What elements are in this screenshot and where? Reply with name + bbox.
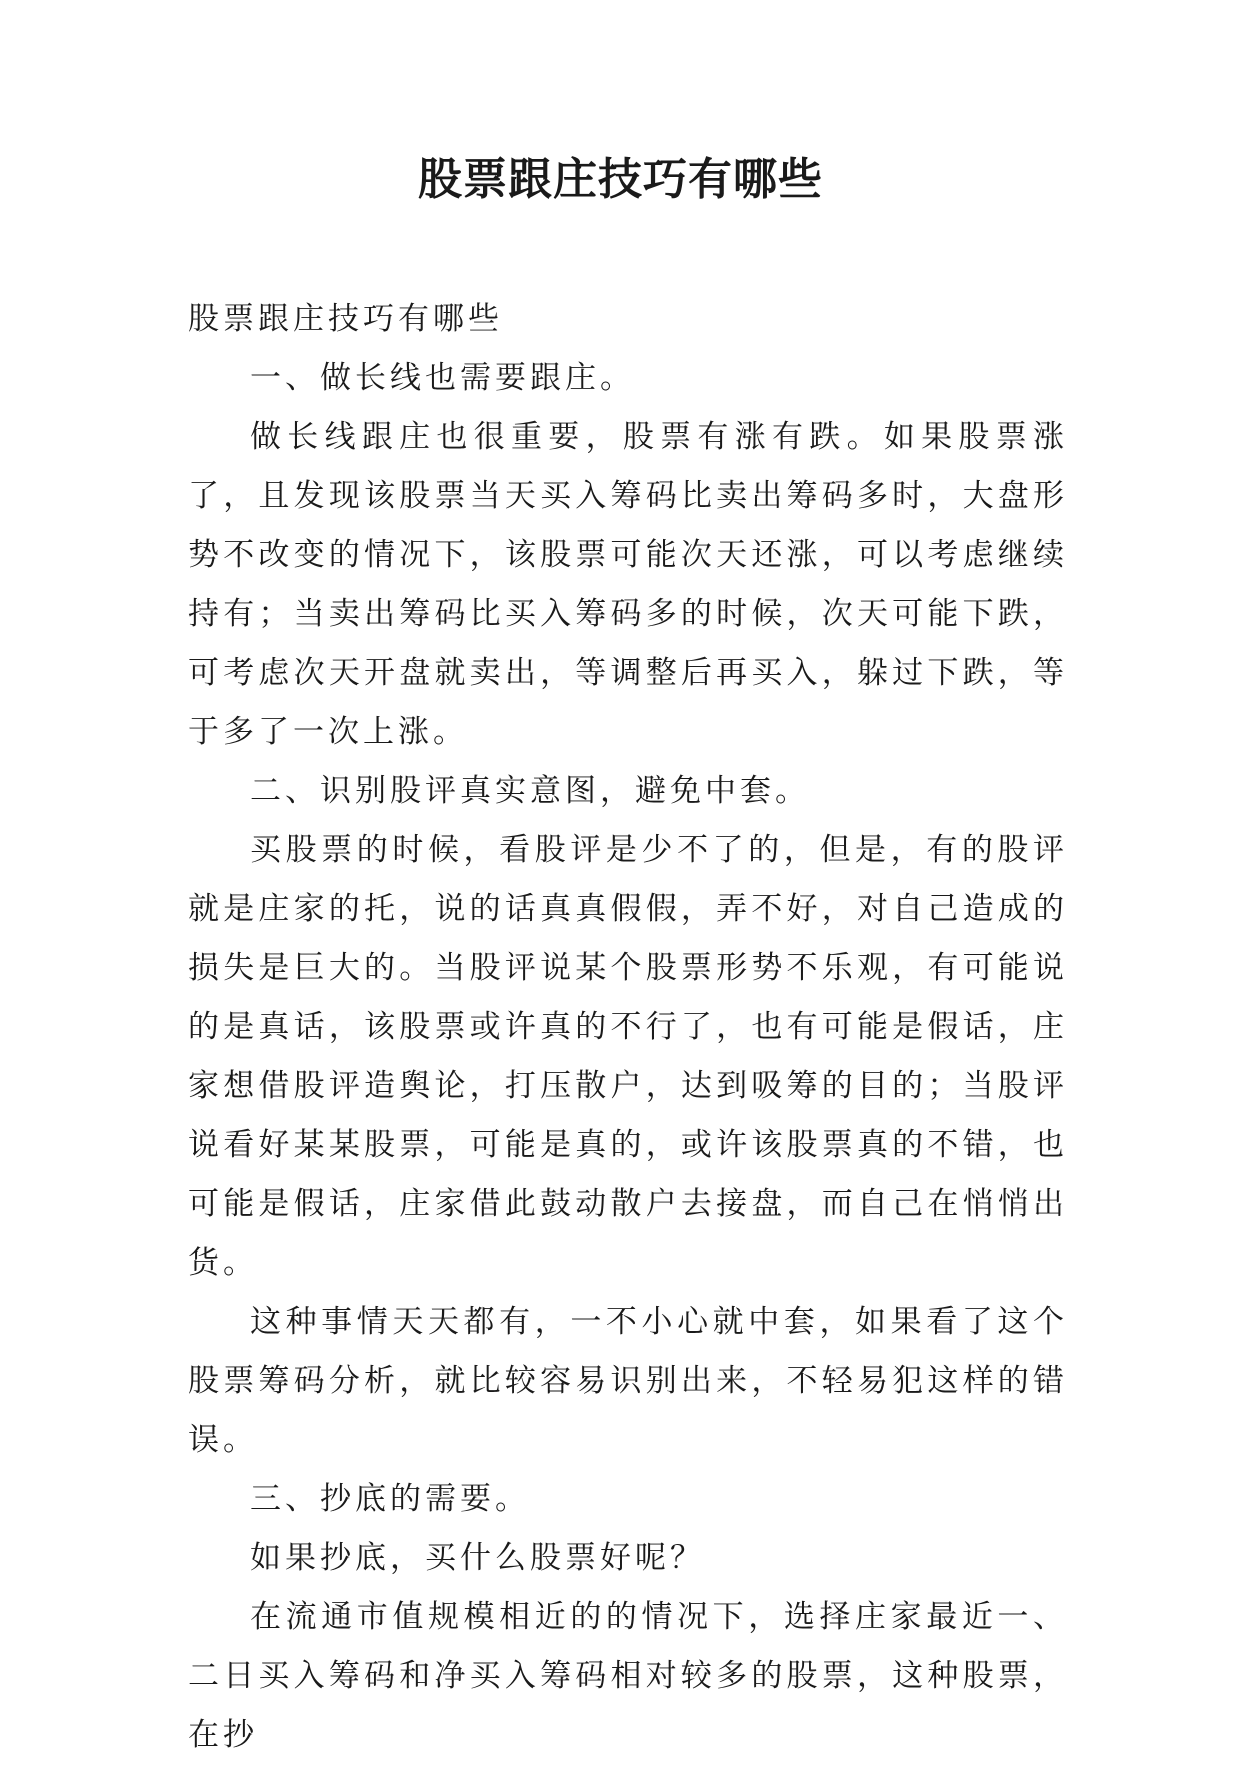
document-body	[188, 290, 1068, 1765]
body-paragraph: 买股票的时候，看股评是少不了的，但是，有的股评就是庄家的托，说的话真真假假，弄不好，对自己造成的损失是巨大的。当股评说某个股票形势不乐观，有可能说的是真话，该股票或许真的不行了，也有可能是假话，庄家想借股评造舆论，打压散户，达到吸筹的目的；当股评说看好某某股票，可能是真的，或许该股票真的不错，也可能是假话，庄家借此鼓动散户去接盘，而自己在悄悄出货。	[188, 832, 1068, 1281]
subtitle-paragraph: 股票跟庄技巧有哪些	[188, 301, 503, 337]
body-paragraph: 做长线跟庄也很重要，股票有涨有跌。如果股票涨了，且发现该股票当天买入筹码比卖出筹码多时，大盘形势不改变的情况下，该股票可能次天还涨，可以考虑继续持有；当卖出筹码比买入筹码多的时候，次天可能下跌，可考虑次天开盘就卖出，等调整后再买入，躲过下跌，等于多了一次上涨。	[188, 419, 1068, 750]
section-heading-3: 三、抄底的需要。	[250, 1481, 530, 1517]
section-heading-2: 二、识别股评真实意图，避免中套。	[250, 773, 810, 809]
body-paragraph: 在流通市值规模相近的的情况下，选择庄家最近一、二日买入筹码和净买入筹码相对较多的股票，这种股票，在抄	[188, 1599, 1068, 1753]
document-title: 股票跟庄技巧有哪些	[418, 154, 823, 205]
body-paragraph: 如果抄底，买什么股票好呢？	[250, 1540, 705, 1576]
section-heading-1: 一、做长线也需要跟庄。	[250, 360, 635, 396]
body-paragraph: 这种事情天天都有，一不小心就中套，如果看了这个股票筹码分析，就比较容易识别出来，不轻易犯这样的错误。	[188, 1304, 1068, 1458]
